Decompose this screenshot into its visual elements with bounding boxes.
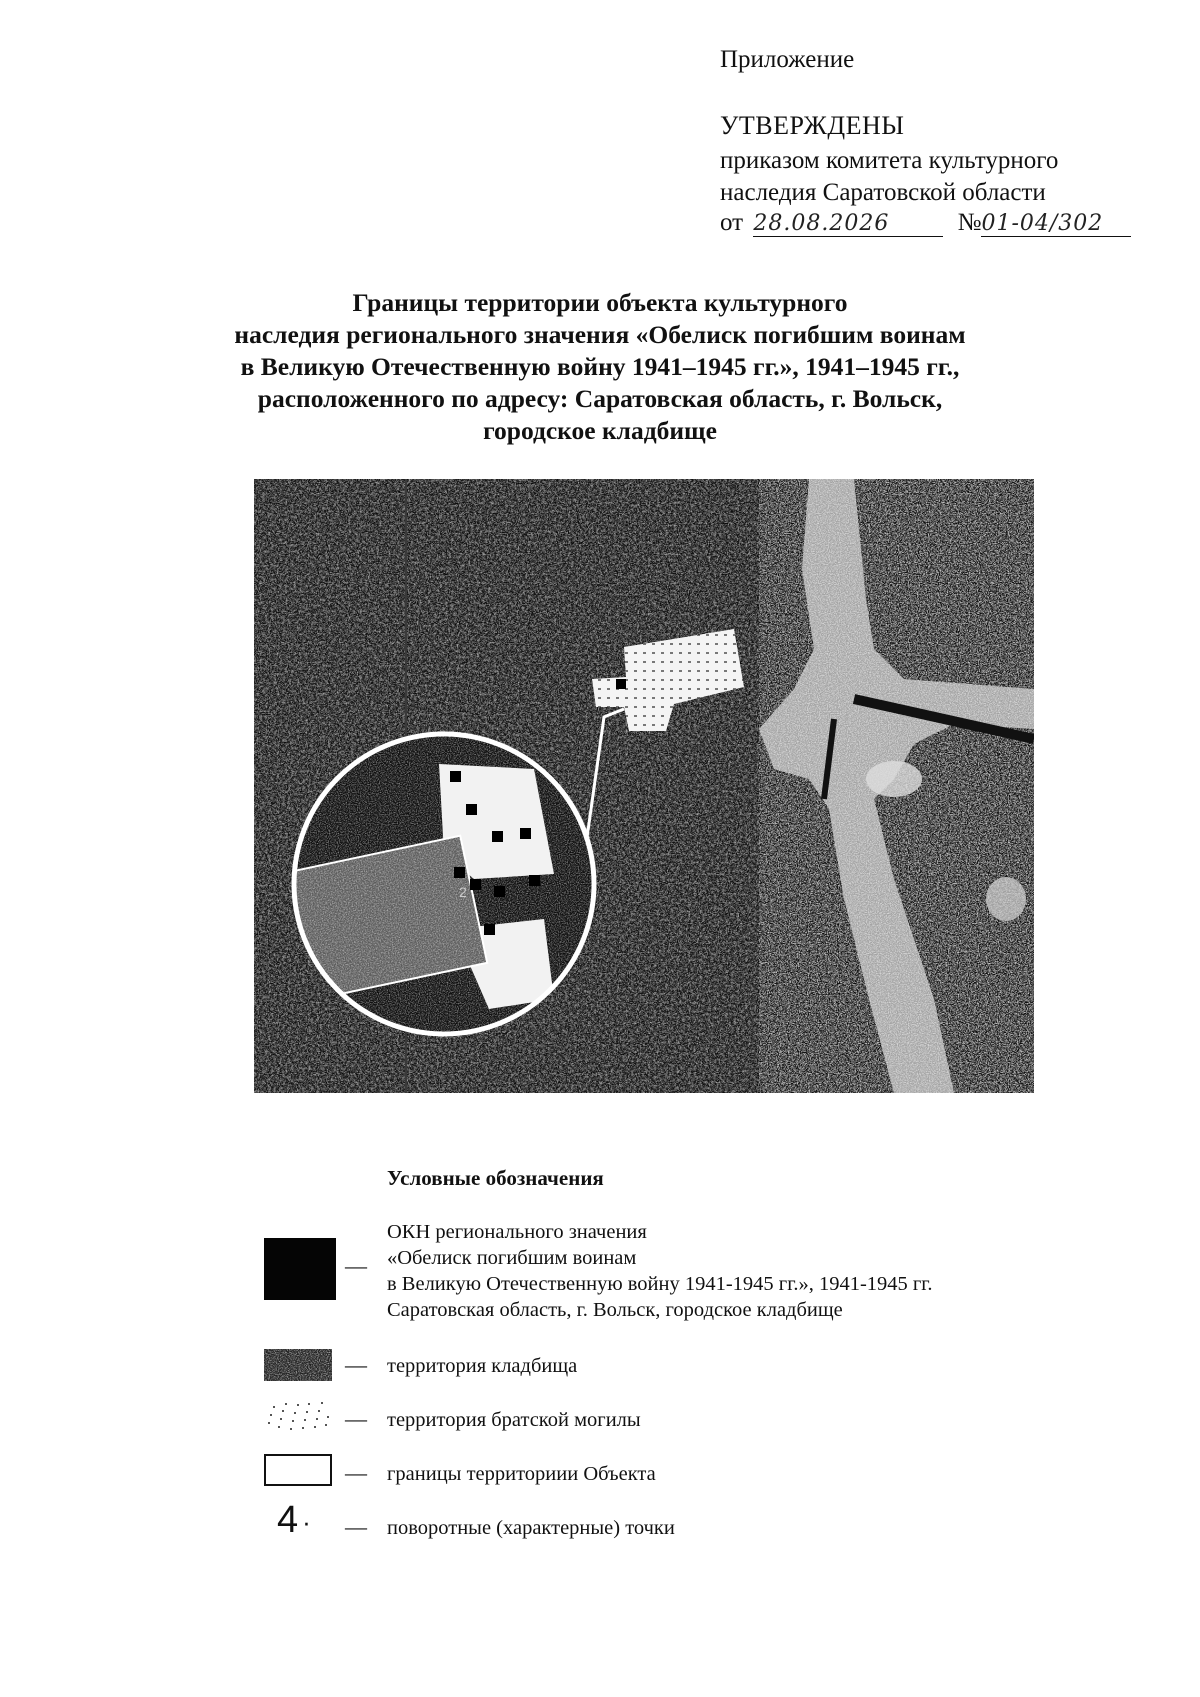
boundary-map [254,479,1034,1093]
legend-swatch-okn [264,1238,336,1300]
order-date-number-line [720,207,1131,239]
turning-point-marker [470,879,481,890]
legend-swatch-cemetery [264,1349,332,1381]
order-line-2: наследия Саратовской области [720,179,1046,206]
legend-dash: — [345,1514,367,1539]
approved-label: УТВЕРЖДЕНЫ [720,111,905,140]
turning-point-marker [492,831,503,842]
legend-point-sample: 4 [277,1499,299,1541]
clearing-patch [866,761,922,797]
zoom-point-label: 2 [459,884,467,900]
title-line-5: городское кладбище [483,416,717,445]
legend-dash: — [345,1460,367,1485]
legend-swatch-point: 4 · [277,1499,311,1541]
order-line-1: приказом комитета культурного [720,147,1059,174]
turning-point-marker [494,886,505,897]
legend-okn-line-1: ОКН регионального значения [387,1221,647,1243]
legend-swatch-mass-grave [264,1400,332,1434]
legend-okn-line-2: «Обелиск погибшим воинам [387,1247,637,1269]
from-prefix: от [720,209,744,236]
title-line-3: в Великую Отечественную войну 1941–1945 гг.», 1941–1945 гг., [240,352,960,381]
legend-points-label: поворотные (характерные) точки [387,1517,675,1539]
appendix-label: Приложение [720,46,855,73]
title-line-2: наследия регионального значения «Обелиск погибшим воинам [234,320,966,349]
turning-point-marker [466,804,477,815]
legend-boundary-label: границы территориии Объекта [387,1463,656,1485]
object-marker-small [616,679,626,689]
legend-dash: — [345,1352,367,1377]
legend-dash: — [345,1253,367,1278]
title-line-1: Границы территории объекта культурного [352,288,848,317]
order-number: 01-04/302 [981,212,1131,237]
document-title [180,287,1020,447]
legend-swatch-boundary [264,1454,332,1486]
title-line-4: расположенного по адресу: Саратовская область, г. Вольск, [257,384,943,413]
turning-point-marker [454,867,465,878]
legend-cemetery-label: территория кладбища [387,1355,578,1377]
number-prefix: № [957,209,982,236]
turning-point-marker [529,875,540,886]
turning-point-marker [520,828,531,839]
turning-point-marker [484,924,495,935]
clearing-patch-2 [986,877,1026,921]
order-date: 28.08.2026 [753,212,943,237]
turning-point-marker [450,771,461,782]
legend-okn-line-3: в Великую Отечественную войну 1941-1945 гг.», 1941-1945 гг. [387,1273,933,1295]
legend-dash: — [345,1406,367,1431]
legend-heading: Условные обозначения [387,1166,604,1190]
legend-mass-grave-label: территория братской могилы [387,1409,641,1431]
legend-okn-line-4: Саратовская область, г. Вольск, городское кладбище [387,1299,843,1321]
